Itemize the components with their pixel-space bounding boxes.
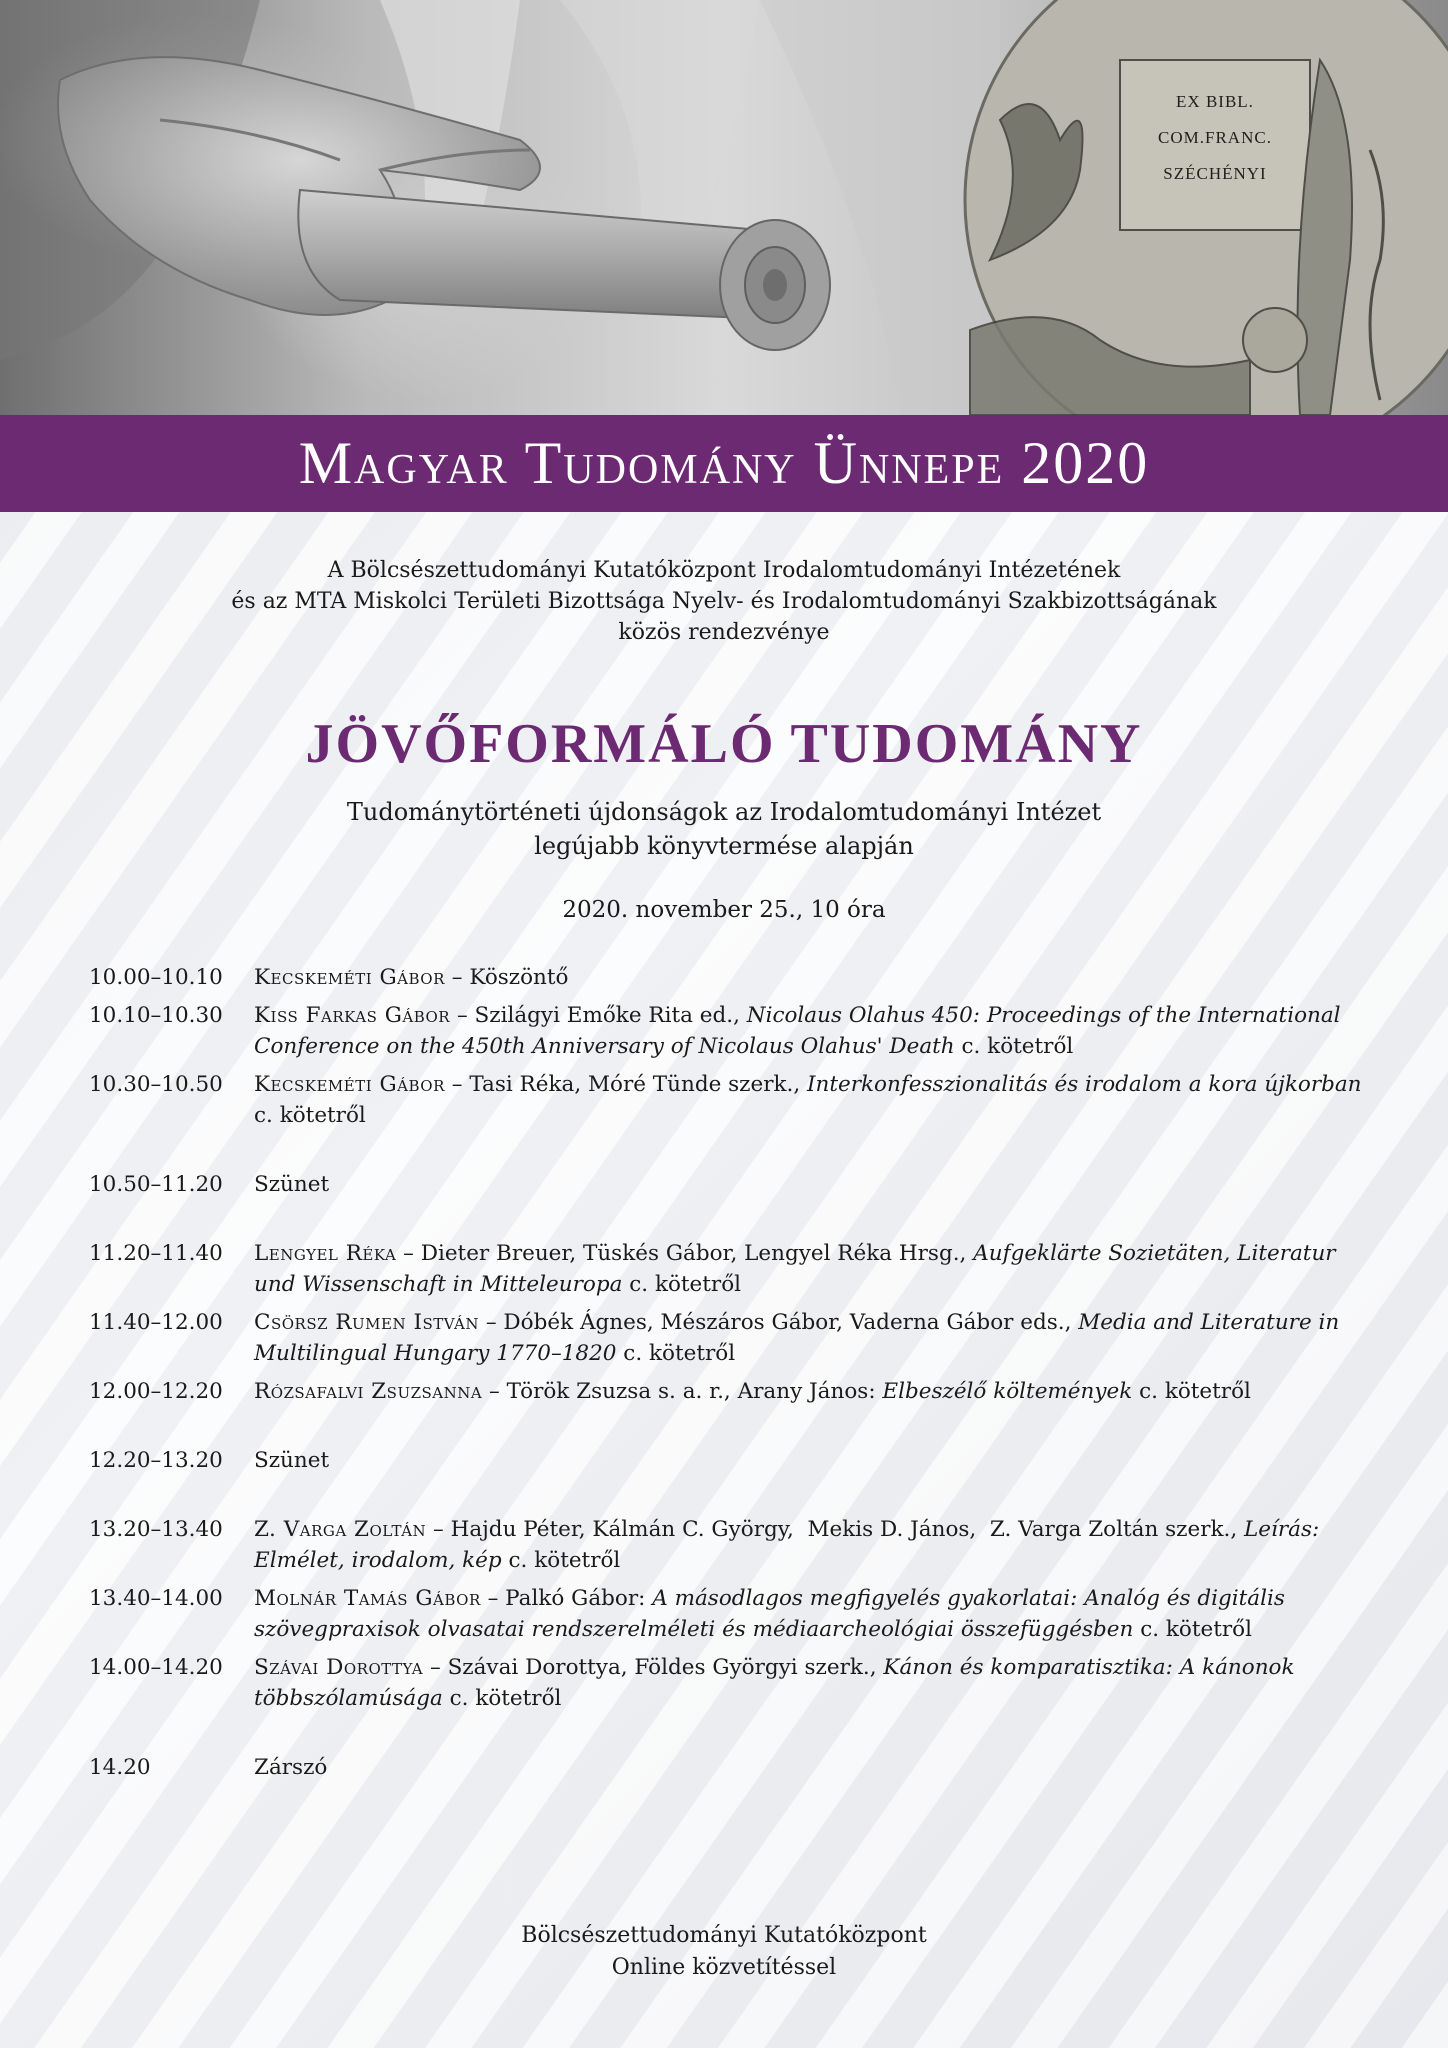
program-row (89, 1514, 1379, 1576)
program-book-editors: Szávai Dorottya, Földes Györgyi szerk., (447, 1655, 884, 1680)
program-time: 13.20–13.40 (89, 1517, 223, 1542)
program-time: 14.00–14.20 (89, 1655, 223, 1680)
program-time: 10.00–10.10 (89, 965, 223, 990)
program-speaker: Molnár Tamás Gábor (254, 1586, 481, 1611)
program-description (254, 1238, 1379, 1300)
program-row (89, 1752, 1379, 1783)
program-book-title: Szünet (254, 1448, 330, 1473)
program-suffix: c. kötetről (954, 1034, 1074, 1059)
program-row (89, 1583, 1379, 1645)
program-description (254, 1583, 1379, 1645)
program-speaker: Rózsafalvi Zsuzsanna (254, 1379, 483, 1404)
inscription-line: EX BIBL. (1176, 92, 1254, 111)
program-separator: – (482, 1379, 507, 1404)
program-time: 13.40–14.00 (89, 1586, 223, 1611)
program-speaker: Z. Varga Zoltán (254, 1517, 427, 1542)
program-suffix: c. kötetről (442, 1686, 562, 1711)
program-separator: – (423, 1655, 448, 1680)
organizer-line: és az MTA Miskolci Területi Bizottsága Nyelv- és Irodalomtudományi Szakbizottságának (231, 589, 1217, 614)
program-suffix: c. kötetről (501, 1548, 621, 1573)
program-book-title: Leírás: Elmélet, irodalom, kép (254, 1517, 1327, 1573)
program-time: 12.00–12.20 (89, 1379, 223, 1404)
program-time: 10.30–10.50 (89, 1072, 223, 1097)
program-description (254, 1307, 1379, 1369)
subtitle-line: Tudománytörténeti újdonságok az Irodalomtudományi Intézet (346, 798, 1102, 826)
program-time: 12.20–13.20 (89, 1448, 223, 1473)
footer-line: Online közvetítéssel (611, 1955, 837, 1980)
program-row (89, 962, 1379, 993)
program-time: 11.40–12.00 (89, 1310, 223, 1335)
program-description (254, 1752, 1379, 1783)
program-book-title: Media and Literature in Multilingual Hungary 1770–1820 (254, 1310, 1347, 1366)
event-title: JÖVŐFORMÁLÓ TUDOMÁNY (305, 713, 1143, 775)
program-separator: – (396, 1241, 421, 1266)
program-book-editors: Szilágyi Emőke Rita ed., (474, 1003, 747, 1028)
program-separator: – (450, 1003, 475, 1028)
hero-image (0, 0, 1448, 415)
organizers-block (0, 555, 1448, 648)
program-speaker: Lengyel Réka (254, 1241, 397, 1266)
program-suffix: c. kötetről (1132, 1379, 1251, 1404)
program-book-title: Zárszó (254, 1755, 328, 1780)
program-separator: – (480, 1586, 506, 1611)
program-list (89, 962, 1379, 1790)
program-book-editors: Hajdu Péter, Kálmán C. György, Mekis D. János, Z. Varga Zoltán szerk., (450, 1517, 1245, 1542)
program-separator: – (479, 1310, 504, 1335)
program-row (89, 1376, 1379, 1407)
program-row (89, 1652, 1379, 1714)
program-book-title: Nicolaus Olahus 450: Proceedings of the International Conference on the 450th Anniversary of Nicolaus Olahus' Death (254, 1003, 1348, 1059)
program-suffix: c. kötetről (622, 1272, 742, 1297)
footer-block (0, 1920, 1448, 1984)
title-banner (0, 415, 1448, 512)
program-separator: – (444, 965, 470, 990)
program-book-title: Szünet (254, 1172, 330, 1197)
program-row (89, 1238, 1379, 1300)
organizer-line: közös rendezvénye (618, 620, 830, 645)
program-speaker: Csörsz Rumen István (254, 1310, 479, 1335)
engraving-inscription (1130, 84, 1300, 192)
program-book-title: Interkonfesszionalitás és irodalom a kora újkorban (807, 1072, 1362, 1097)
inscription-line: COM.FRANC. (1158, 128, 1272, 147)
program-description (254, 1000, 1379, 1062)
program-description (254, 1376, 1379, 1407)
banner-title: Magyar Tudomány Ünnepe 2020 (298, 430, 1150, 496)
program-row (89, 1000, 1379, 1062)
program-description (254, 1445, 1379, 1476)
program-book-title: Elbeszélő költemények (882, 1379, 1133, 1404)
program-description (254, 1169, 1379, 1200)
program-suffix: c. kötetről (616, 1341, 736, 1366)
program-book-editors: Dieter Breuer, Tüskés Gábor, Lengyel Réka Hrsg., (420, 1241, 974, 1266)
subtitle-line: legújabb könyvtermése alapján (534, 832, 914, 860)
program-suffix: c. kötetről (1133, 1617, 1252, 1642)
program-row (89, 1307, 1379, 1369)
program-speaker: Kiss Farkas Gábor (254, 1003, 451, 1028)
program-time: 10.10–10.30 (89, 1003, 223, 1028)
program-time: 11.20–11.40 (89, 1241, 223, 1266)
program-book-editors: Dóbék Ágnes, Mészáros Gábor, Vaderna Gábor eds., (503, 1310, 1079, 1335)
program-book-editors: Tasi Réka, Móré Tünde szerk., (469, 1072, 808, 1097)
program-row (89, 1169, 1379, 1200)
program-speaker: Kecskeméti Gábor (254, 1072, 445, 1097)
program-separator: – (426, 1517, 451, 1542)
hero-illustration (0, 0, 1448, 415)
program-row (89, 1445, 1379, 1476)
inscription-line: SZÉCHÉNYI (1163, 164, 1267, 183)
program-description (254, 1069, 1379, 1131)
program-suffix: c. kötetről (254, 1072, 1369, 1128)
program-book-title: Kánon és komparatisztika: A kánonok többszólamúsága (254, 1655, 1302, 1711)
program-description (254, 1514, 1379, 1576)
program-description (254, 962, 1379, 993)
program-book-title: Aufgeklärte Sozietäten, Literatur und Wissenschaft in Mitteleuropa (254, 1241, 1343, 1297)
program-row (89, 1069, 1379, 1131)
program-time: 10.50–11.20 (89, 1172, 223, 1197)
footer-line: Bölcsészettudományi Kutatóközpont (521, 1923, 927, 1948)
program-speaker: Szávai Dorottya (254, 1655, 424, 1680)
program-book-title: A másodlagos megfigyelés gyakorlatai: Analóg és digitális szövegpraxisok olvasatai rendszerelméleti és médiaarcheológiai összefüggésben (254, 1586, 1292, 1642)
program-separator: – (444, 1072, 470, 1097)
organizer-line: A Bölcsészettudományi Kutatóközpont Irodalomtudományi Intézetének (327, 558, 1121, 583)
program-speaker: Kecskeméti Gábor (254, 965, 445, 990)
program-description (254, 1652, 1379, 1714)
program-book-editors: Török Zsuzsa s. a. r., Arany János: (506, 1379, 883, 1404)
program-time: 14.20 (89, 1755, 151, 1780)
program-book-editors: Palkó Gábor: (505, 1586, 653, 1611)
program-book-title: Köszöntő (469, 965, 569, 990)
event-date: 2020. november 25., 10 óra (562, 897, 886, 923)
event-subtitle (0, 795, 1448, 863)
